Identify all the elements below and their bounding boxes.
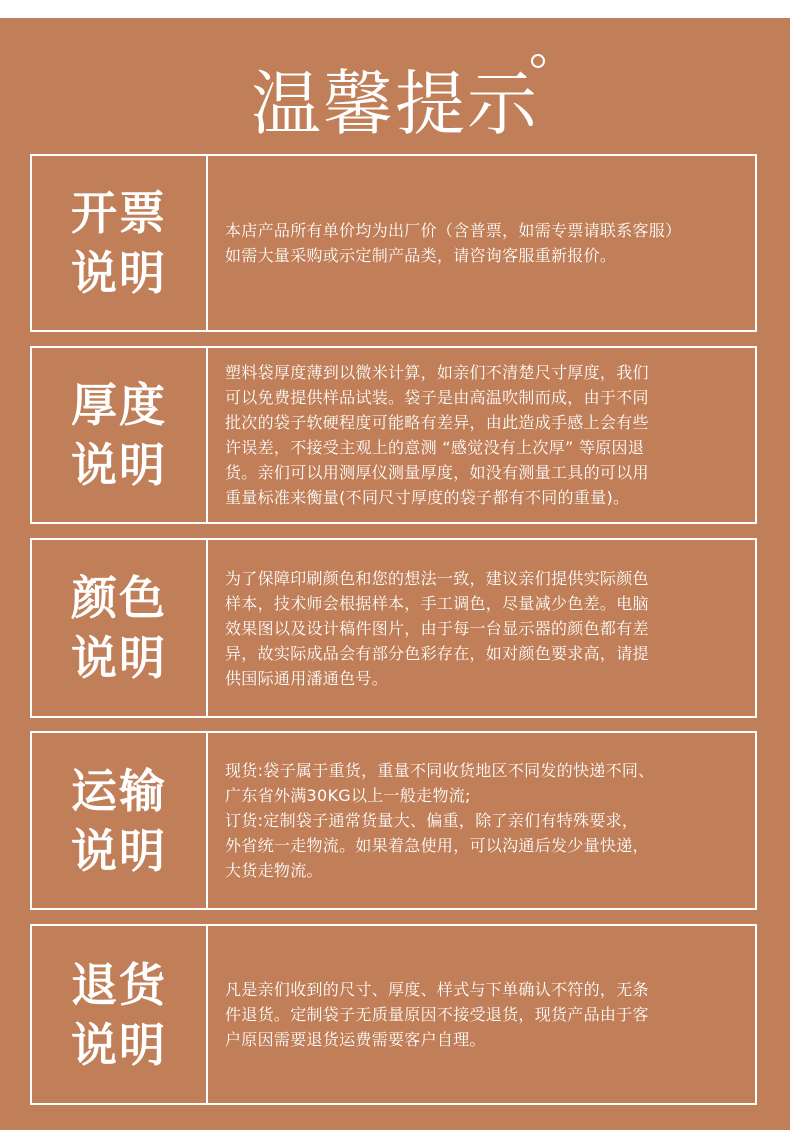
section-body — [225, 348, 733, 522]
section-divider — [206, 540, 208, 716]
section-label-line2: 说明 — [71, 438, 167, 492]
section-color — [30, 538, 757, 718]
section-label — [32, 926, 206, 1103]
section-body — [225, 733, 733, 908]
section-label-line1: 退货 — [71, 957, 167, 1012]
section-text: 塑料袋厚度薄到以微米计算，如亲们不清楚尺寸厚度，我们 可以免费提供样品试装。袋子是由高温吹制而成，由于不同 批次的袋子软硬程度可能略有差异，由此造成手感上会有些 许误差，不接受主观上的意测 “感觉没有上次厚” 等原因退 货。亲们可以用测厚仪测量厚度，如没有测量工具的可以用 重量标准来衡量(不同尺寸厚度的袋子都有不同的重量)。 — [225, 363, 649, 507]
section-divider — [206, 733, 208, 908]
section-body — [225, 926, 733, 1103]
section-label-line2: 说明 — [71, 246, 167, 300]
section-body — [225, 540, 733, 716]
section-divider — [206, 156, 208, 330]
notice-panel — [0, 18, 790, 1130]
section-text: 为了保障印刷颜色和您的想法一致，建议亲们提供实际颜色 样本，技术师会根据样本，手工调色，尽量减少色差。电脑 效果图以及设计稿件图片，由于每一台显示器的颜色都有差 异，故实际成品会有部分色彩存在，如对颜色要求高，请提 供国际通用潘通色号。 — [225, 568, 649, 688]
section-label-line1: 颜色 — [71, 571, 167, 625]
section-returns — [30, 924, 757, 1105]
section-divider — [206, 348, 208, 522]
section-invoice — [30, 154, 757, 332]
section-divider — [206, 926, 208, 1103]
section-label-line1: 运输 — [71, 763, 167, 818]
section-label-line2: 说明 — [71, 1017, 167, 1072]
section-label-line2: 说明 — [71, 823, 167, 878]
section-shipping — [30, 731, 757, 910]
section-text: 凡是亲们收到的尺寸、厚度、样式与下单确认不符的，无条 件退货。定制袋子无质量原因不接受退货，现货产品由于客 户原因需要退货运费需要客户自理。 — [225, 980, 649, 1049]
section-label-line1: 开票 — [71, 186, 167, 240]
section-label — [32, 733, 206, 908]
section-label — [32, 156, 206, 330]
section-body — [225, 156, 733, 330]
section-thickness — [30, 346, 757, 524]
section-label — [32, 348, 206, 522]
section-label — [32, 540, 206, 716]
section-text: 本店产品所有单价均为出厂价（含普票，如需专票请联系客服） 如需大量采购或示定制产品类，请咨询客服重新报价。 — [225, 221, 682, 265]
section-text: 现货:袋子属于重货，重量不同收货地区不同发的快递不同、 广东省外满30KG以上一般走物流; 订货:定制袋子通常货量大、偏重，除了亲们有特殊要求， 外省统一走物流。如果着急使用，可以沟通后发少量快递， 大货走物流。 — [225, 761, 655, 880]
title-area — [0, 48, 790, 158]
section-label-line2: 说明 — [71, 631, 167, 685]
section-label-line1: 厚度 — [71, 378, 167, 432]
title-period-mark — [531, 54, 545, 68]
page-title: 温馨提示 — [251, 63, 539, 145]
